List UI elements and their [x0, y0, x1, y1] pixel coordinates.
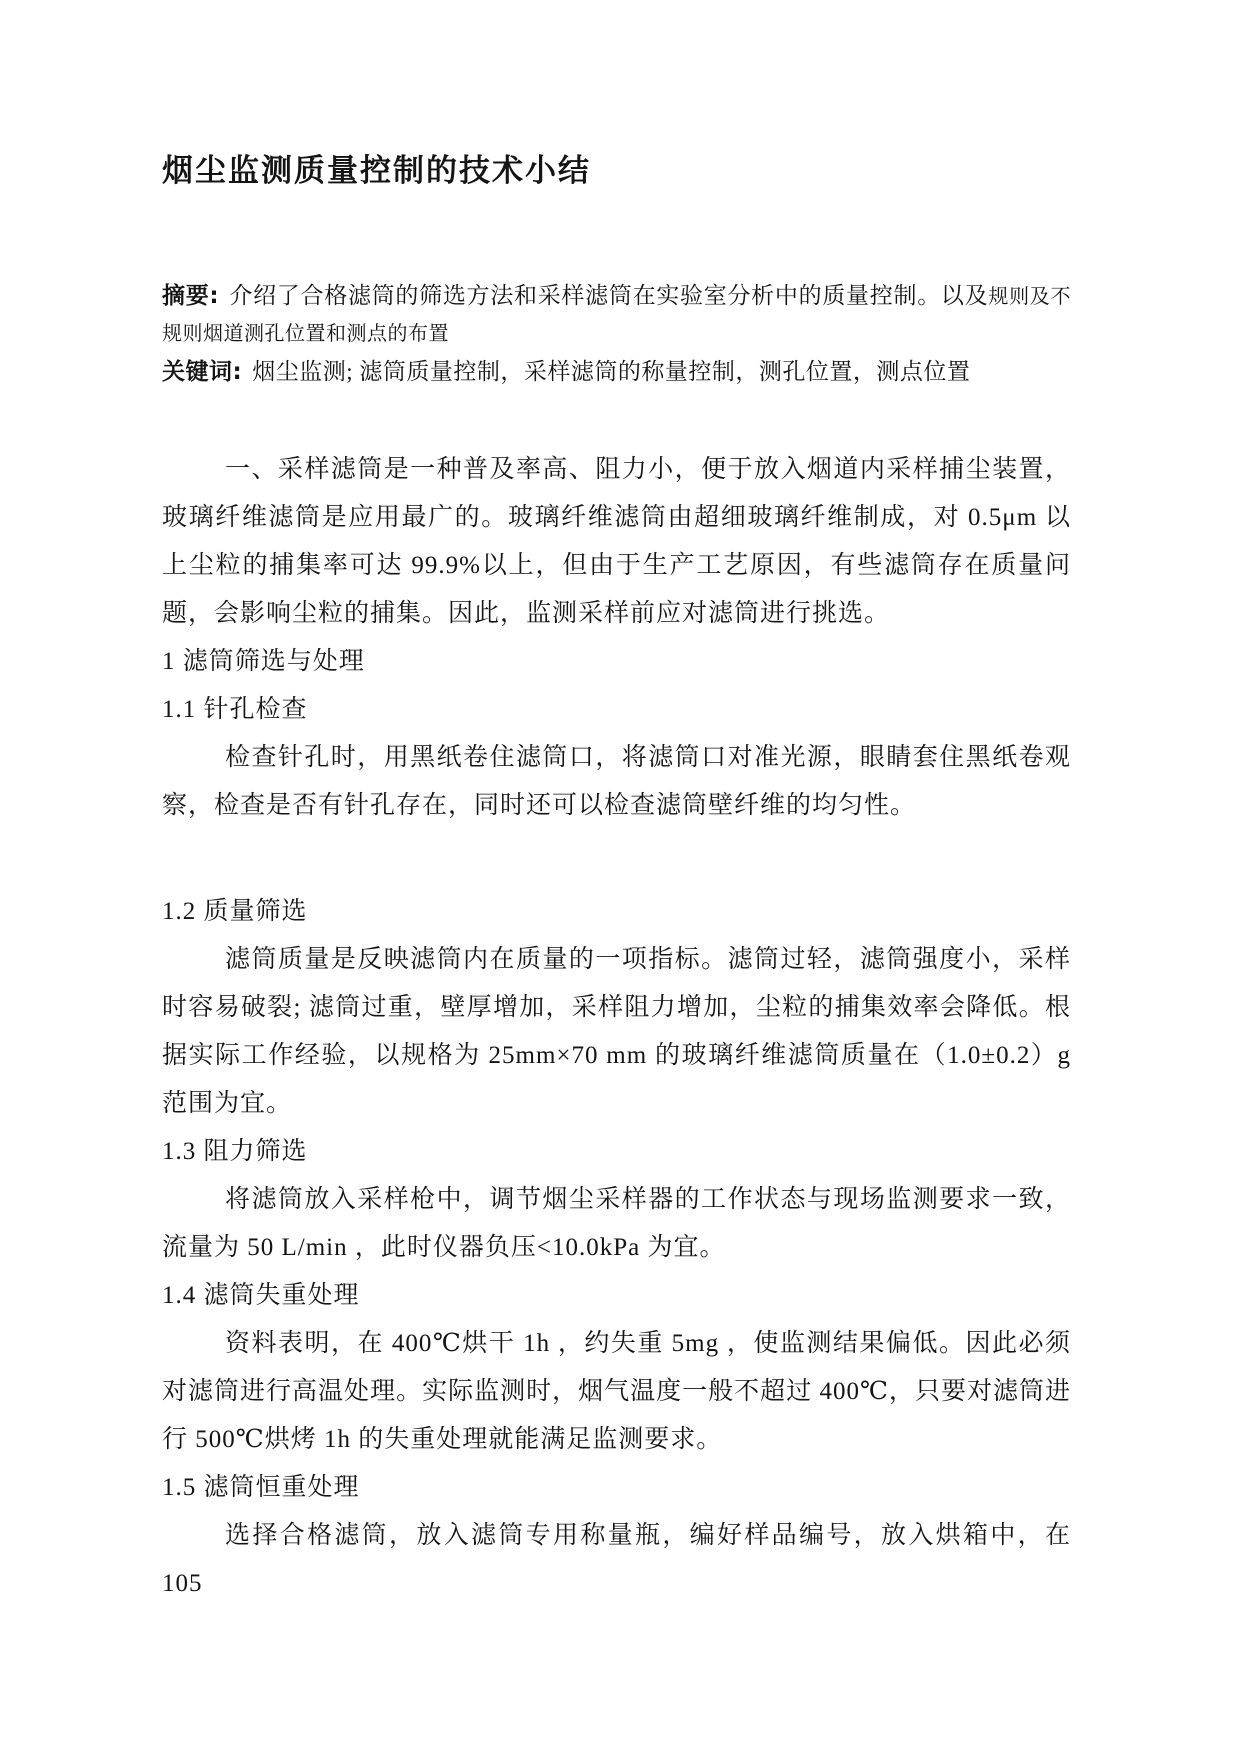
- body-paragraph: 选择合格滤筒，放入滤筒专用称量瓶，编好样品编号，放入烘箱中，在 105: [162, 1522, 1071, 1597]
- abstract-label: 摘要:: [162, 283, 220, 309]
- section-heading: 1 滤筒筛选与处理: [162, 648, 365, 675]
- keywords: [162, 354, 1071, 390]
- document-body: [162, 446, 1071, 1608]
- abstract-text: 介绍了合格滤筒的筛选方法和采样滤筒在实验室分析中的质量控制。以及: [229, 283, 989, 308]
- page-title: 烟尘监测质量控制的技术小结: [162, 153, 591, 189]
- section-heading: 1.3 阻力筛选: [162, 1138, 308, 1165]
- abstract: [162, 278, 1071, 352]
- body-paragraph: 将滤筒放入采样枪中，调节烟尘采样器的工作状态与现场监测要求一致，流量为 50 L/min ，此时仪器负压<10.0kPa 为宜。: [162, 1186, 1071, 1261]
- section-heading: 1.4 滤筒失重处理: [162, 1282, 360, 1309]
- section-heading: 1.1 针孔检查: [162, 696, 308, 723]
- body-paragraph: 滤筒质量是反映滤筒内在质量的一项指标。滤筒过轻，滤筒强度小，采样时容易破裂; 滤筒过重，壁厚增加，采样阻力增加，尘粒的捕集效率会降低。根据实际工作经验，以规格为 25mm×70 mm 的玻璃纤维滤筒质量在（1.0±0.2）g 范围为宜。: [162, 946, 1071, 1117]
- section-heading: 1.2 质量筛选: [162, 898, 308, 925]
- body-paragraph: 检查针孔时，用黑纸卷住滤筒口，将滤筒口对准光源，眼睛套住黑纸卷观察，检查是否有针孔存在，同时还可以检查滤筒壁纤维的均匀性。: [162, 744, 1071, 819]
- abstract-text-small: 规则及不规则烟道测孔位置和测点的布置: [162, 286, 1072, 345]
- keywords-text: 烟尘监测; 滤筒质量控制，采样滤筒的称量控制，测孔位置，测点位置: [252, 359, 971, 384]
- keywords-label: 关键词:: [162, 359, 243, 385]
- section-heading: 1.5 滤筒恒重处理: [162, 1474, 360, 1501]
- body-paragraph: 资料表明，在 400℃烘干 1h ，约失重 5mg ，使监测结果偏低。因此必须对滤筒进行高温处理。实际监测时，烟气温度一般不超过 400℃，只要对滤筒进行 500℃烘烤 1h 的失重处理就能满足监测要求。: [162, 1330, 1071, 1453]
- body-paragraph: 一、采样滤筒是一种普及率高、阻力小，便于放入烟道内采样捕尘装置，玻璃纤维滤筒是应用最广的。玻璃纤维滤筒由超细玻璃纤维制成，对 0.5μm 以上尘粒的捕集率可达 99.9%以上，但由于生产工艺原因，有些滤筒存在质量问题，会影响尘粒的捕集。因此，监测采样前应对滤筒进行挑选。: [162, 456, 1071, 627]
